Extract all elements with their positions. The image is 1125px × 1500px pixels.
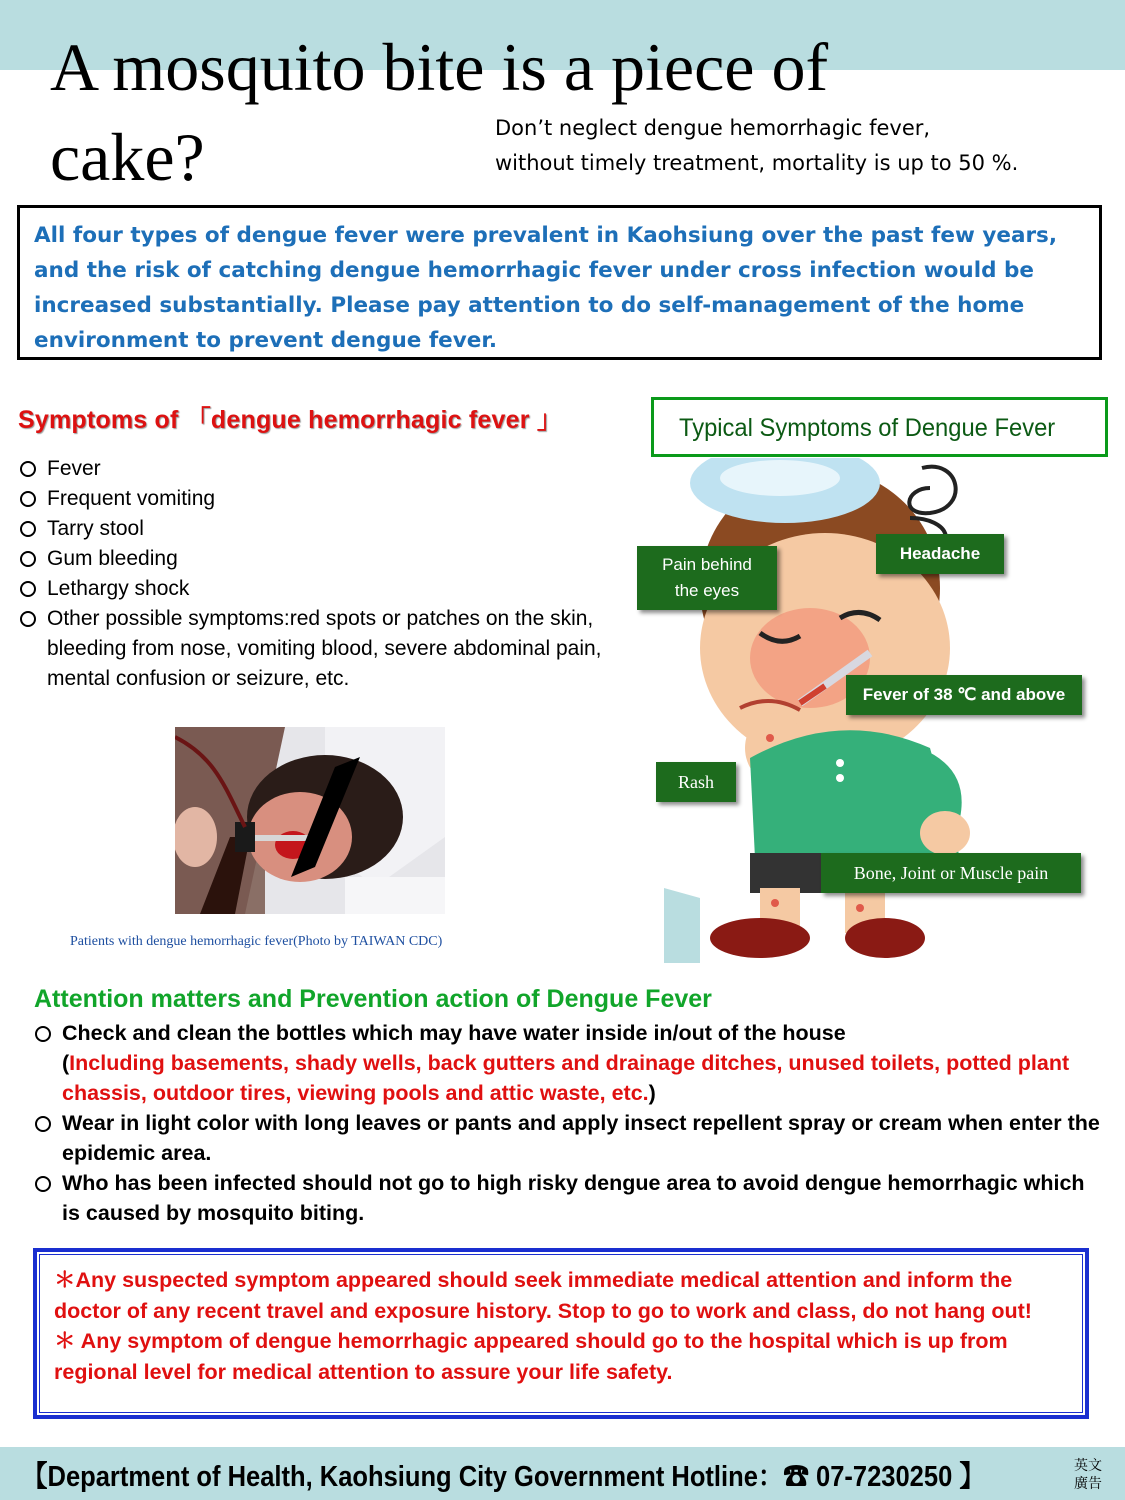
typical-symptoms-box	[651, 397, 1108, 457]
bullet-icon	[35, 1026, 51, 1042]
subtitle	[495, 111, 1115, 181]
warning-line-1: ＊Any suspected symptom appeared should seek immediate medical attention and inform the doctor of any recent travel and exposure history. Stop to go to work and class, do not hang out!	[54, 1268, 1032, 1323]
typical-symptoms-heading: Typical Symptoms of Dengue Fever	[679, 414, 1056, 442]
tag-rash: Rash	[656, 762, 736, 802]
bullet-icon	[20, 491, 36, 507]
symptoms-heading: Symptoms of 「dengue hemorrhagic fever 」	[18, 406, 563, 434]
bullet-icon	[20, 581, 36, 597]
attention-heading: Attention matters and Prevention action of Dengue Fever	[34, 985, 712, 1013]
tag-fever: Fever of 38 ℃ and above	[846, 675, 1082, 715]
photo-caption: Patients with dengue hemorrhagic fever(Photo by TAIWAN CDC)	[70, 934, 443, 949]
subtitle-line-2: without timely treatment, mortality is up to 50 %.	[495, 151, 1019, 175]
tag-pain-behind-eyes: Pain behind the eyes	[637, 546, 777, 610]
list-item: Tarry stool	[18, 514, 648, 544]
list-item: Other possible symptoms:red spots or patches on the skin, bleeding from nose, vomiting blood, severe abdominal pain, mental confusion or seizure, etc.	[18, 604, 648, 694]
list-item: Who has been infected should not go to high risky dengue area to avoid dengue hemorrhagic which is caused by mosquito biting.	[34, 1168, 1104, 1228]
list-item: Gum bleeding	[18, 544, 648, 574]
list-item: Wear in light color with long leaves or pants and apply insect repellent spray or cream when enter the epidemic area.	[34, 1108, 1104, 1168]
bullet-icon	[35, 1116, 51, 1132]
bullet-icon	[20, 611, 36, 627]
patient-photo	[175, 727, 445, 914]
tag-headache: Headache	[876, 534, 1004, 574]
warning-line-2: ＊ Any symptom of dengue hemorrhagic appeared should go to the hospital which is up from regional level for medical attention to assure your life safety.	[54, 1329, 1008, 1384]
warning-box	[33, 1248, 1089, 1419]
bullet-icon	[35, 1176, 51, 1192]
page-title: A mosquito bite is a piece of cake?	[50, 29, 829, 195]
footer-hotline: 【Department of Health, Kaohsiung City Government Hotline：☎ 07-7230250 】	[22, 1461, 985, 1493]
bullet-icon	[20, 551, 36, 567]
attention-list	[34, 1018, 1104, 1228]
list-item: Lethargy shock	[18, 574, 648, 604]
info-box: All four types of dengue fever were prevalent in Kaohsiung over the past few years, and the risk of catching dengue hemorrhagic fever under cross infection would be increased substantially. Please pay attention to do self-management of the home environment to prevent dengue fever.	[17, 205, 1102, 360]
bullet-icon	[20, 461, 36, 477]
subtitle-line-1: Don’t neglect dengue hemorrhagic fever,	[495, 116, 931, 140]
tag-bone-joint-muscle: Bone, Joint or Muscle pain	[821, 853, 1081, 893]
list-item: Fever	[18, 454, 648, 484]
ad-label: 英文 廣告	[1074, 1458, 1102, 1492]
bullet-icon	[20, 521, 36, 537]
list-item: Check and clean the bottles which may have water inside in/out of the house (Including basements, shady wells, back gutters and drainage ditches, unused toilets, potted plant chassis, outdoor tires, viewing pools and attic waste, etc.)	[34, 1018, 1104, 1108]
list-item: Frequent vomiting	[18, 484, 648, 514]
symptoms-list	[18, 454, 648, 694]
